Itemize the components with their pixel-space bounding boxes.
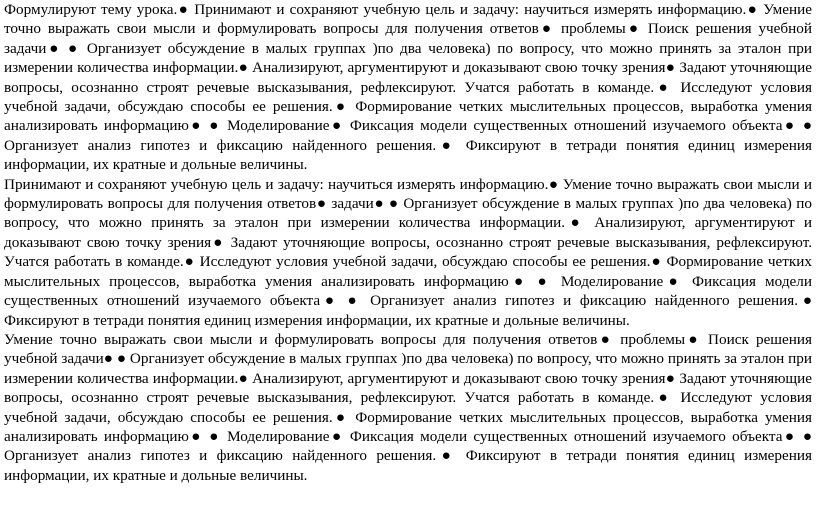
paragraph-1: Формулируют тему урока.● Принимают и сохраняют учебную цель и задачу: научиться измерять информацию.● Умение точно выражать свои мысли и формулировать вопросы для получения ответов● проблемы● Поиск решения учебной задачи● ● Организует обсуждение в малых группах )по два человека) по вопросу, что можно принять за эталон при измерении количества информации.● Анализируют, аргументируют и доказывают свою точку зрения● Задают уточняющие вопросы, осознанно строят речевые высказывания, рефлексируют. Учатся работать в команде.● Исследуют условия учебной задачи, обсуждаю способы ее решения.● Формирование четких мыслительных процессов, выработка умения анализировать информацию● ● Моделирование● Фиксация модели существенных отношений изучаемого объекта● ● Организует анализ гипотез и фиксацию найденного решения.● Фиксируют в тетради понятия единиц измерения информации, их кратные и дольные величины. (4, 1, 812, 174)
paragraph-2: Принимают и сохраняют учебную цель и задачу: научиться измерять информацию.● Умение точно выражать свои мысли и формулировать вопросы для получения ответов● задачи● ● Организует обсуждение в малых группах )по два человека) по вопросу, что можно принять за эталон при измерении количества информации.● Анализируют, аргументируют и доказывают свою точку зрения● Задают уточняющие вопросы, осознанно строят речевые высказывания, рефлексируют. Учатся работать в команде.● Исследуют условия учебной задачи, обсуждаю способы ее решения.● Формирование четких мыслительных процессов, выработка умения анализировать информацию● ● Моделирование● Фиксация модели существенных отношений изучаемого объекта● ● Организует анализ гипотез и фиксацию найденного решения.● Фиксируют в тетради понятия единиц измерения информации, их кратные и дольные величины. (4, 175, 812, 329)
paragraph-3: Умение точно выражать свои мысли и формулировать вопросы для получения ответов● проблемы● Поиск решения учебной задачи● ● Организует обсуждение в малых группах )по два человека) по вопросу, что можно принять за эталон при измерении количества информации.● Анализируют, аргументируют и доказывают свою точку зрения● Задают уточняющие вопросы, осознанно строят речевые высказывания, рефлексируют. Учатся работать в команде.● Исследуют условия учебной задачи, обсуждаю способы ее решения.● Формирование четких мыслительных процессов, выработка умения анализировать информацию● ● Моделирование● Фиксация модели существенных отношений изучаемого объекта● ● Организует анализ гипотез и фиксацию найденного решения.● Фиксируют в тетради понятия единиц измерения информации, их кратные и дольные величины. (4, 330, 812, 484)
document-page (4, 0, 812, 485)
